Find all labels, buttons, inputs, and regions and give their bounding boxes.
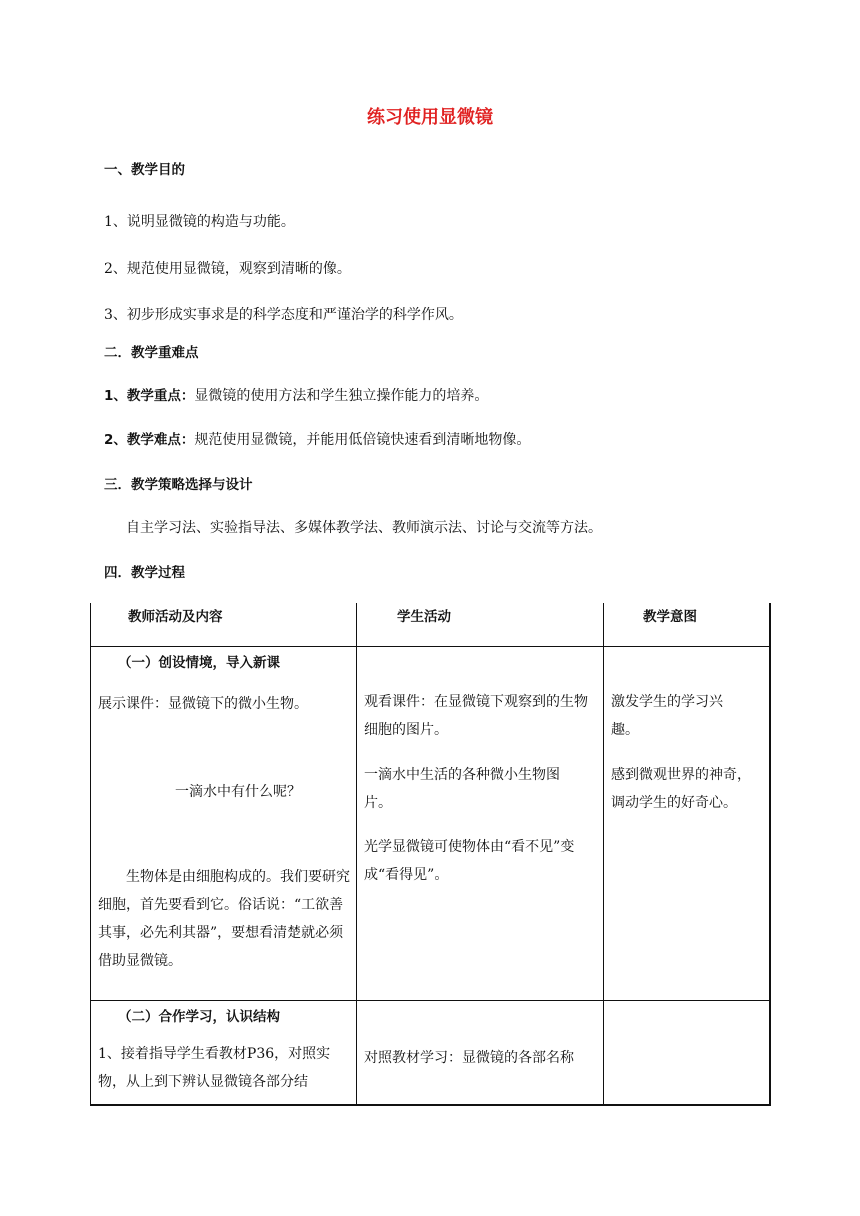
section-heading-strategy: 三．教学策略选择与设计 (104, 477, 253, 493)
row1-student-text-3: 光学显微镜可使物体由“看不见”变成“看得见”。 (364, 839, 575, 883)
document-title: 练习使用显微镜 (367, 107, 493, 128)
section-heading-process: 四．教学过程 (104, 565, 185, 581)
row2-student-text: 对照教材学习：显微镜的各部名称 (364, 1050, 574, 1066)
strategy-text: 自主学习法、实验指导法、多媒体教学法、教师演示法、讨论与交流等方法。 (126, 520, 602, 536)
key-point-text: 显微镜的使用方法和学生独立操作能力的培养。 (194, 388, 489, 404)
section-heading-objectives: 一、教学目的 (104, 162, 185, 178)
row1-intent-text-2: 感到微观世界的神奇，调动学生的好奇心。 (611, 767, 751, 811)
table-rule (90, 1000, 770, 1001)
row1-student-text-2: 一滴水中生活的各种微小生物图片。 (364, 767, 560, 811)
table-rule (90, 1104, 771, 1106)
row2-section-title: （二）合作学习，认识结构 (118, 1009, 280, 1025)
row1-section-title: （一）创设情境，导入新课 (118, 655, 280, 671)
objective-item-1: 1、说明显微镜的构造与功能。 (104, 214, 295, 230)
table-rule (90, 603, 91, 1105)
difficult-point-text: 规范使用显微镜，并能用低倍镜快速看到清晰地物像。 (194, 432, 531, 448)
row1-intent-text-1: 激发学生的学习兴趣。 (611, 694, 723, 738)
table-rule (603, 603, 604, 1105)
row1-teacher-paragraph: 生物体是由细胞构成的。我们要研究细胞，首先要看到它。俗话说：“工欲善其事，必先利其器”，要想看清楚就必须借助显微镜。 (98, 869, 350, 969)
table-header-intent: 教学意图 (643, 609, 697, 625)
key-point-label: 1、教学重点： (104, 388, 195, 404)
row1-teacher-text: 展示课件：显微镜下的微小生物。 (98, 696, 308, 712)
row2-teacher-text: 1、接着指导学生看教材P36，对照实物，从上到下辨认显微镜各部分结 (98, 1046, 331, 1090)
table-header-student: 学生活动 (397, 609, 451, 625)
table-rule (90, 646, 770, 647)
row1-teacher-question: 一滴水中有什么呢？ (175, 784, 301, 800)
row1-student-text-1: 观看课件：在显微镜下观察到的生物细胞的图片。 (364, 694, 588, 738)
objective-item-2: 2、规范使用显微镜，观察到清晰的像。 (104, 261, 351, 277)
table-rule (769, 603, 771, 1105)
difficult-point-label: 2、教学难点： (104, 432, 195, 448)
section-heading-key-points: 二．教学重难点 (104, 345, 199, 361)
table-rule (356, 603, 357, 1105)
key-point-line (104, 384, 488, 405)
objective-item-3: 3、初步形成实事求是的科学态度和严谨治学的科学作风。 (104, 307, 463, 323)
difficult-point-line (104, 428, 530, 449)
table-header-teacher: 教师活动及内容 (128, 609, 223, 625)
